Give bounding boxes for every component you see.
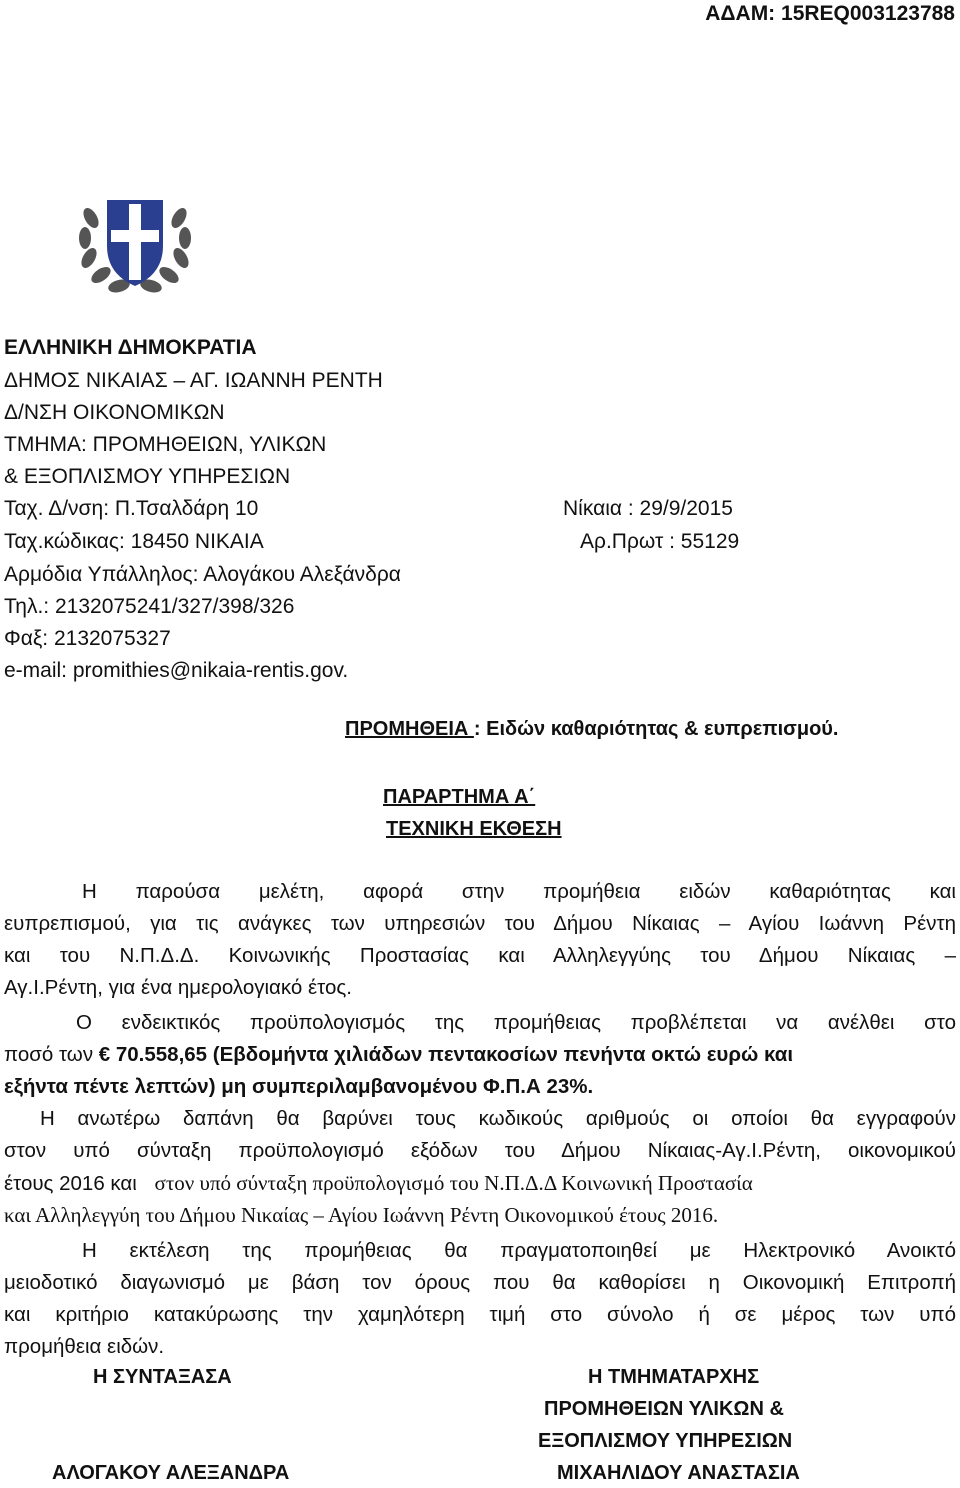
subject-text: : Ειδών καθαριότητας & ευπρεπισμού. xyxy=(473,718,839,740)
signature-left-title: Η ΣΥΝΤΑΞΑΣΑ xyxy=(93,1366,232,1388)
signature-right-title: ΕΞΟΠΛΙΣΜΟΥ ΥΠΗΡΕΣΙΩΝ xyxy=(538,1430,793,1452)
text-line: και κριτήριο κατακύρωσης την χαμηλότερη τιμή στο σύνολο ή σε μέρος των υπό xyxy=(4,1303,956,1326)
paragraph-expenditure xyxy=(4,1103,956,1231)
amount-text: € 70.558,65 (Εβδομήντα χιλιάδων πεντακοσίων πενήντα οκτώ ευρώ και xyxy=(98,1043,794,1066)
text-line: και Αλληλεγγύη του Δήμου Νικαίας – Αγίου Ιωάννη Ρέντη Οικονομικού έτους 2016. xyxy=(4,1203,719,1227)
email: e-mail: promithies@nikaia-rentis.gov. xyxy=(4,659,349,682)
text-line: προμήθεια ειδών. xyxy=(4,1335,165,1358)
text-line: εξήντα πέντε λεπτών) μη συμπεριλαμβανομένου Φ.Π.Α 23%. xyxy=(4,1075,594,1098)
text-fragment: έτους 2016 και xyxy=(4,1172,137,1195)
text-line: Ο ενδεικτικός προϋπολογισμός της προμήθειας προβλέπεται να ανέλθει στο xyxy=(76,1011,956,1034)
text-line: μειοδοτικό διαγωνισμό με βάση τον όρους που θα καθορίσει η Οικονομική Επιτροπή xyxy=(4,1271,956,1294)
header-line: ΤΜΗΜΑ: ΠΡΟΜΗΘΕΙΩΝ, ΥΛΙΚΩΝ xyxy=(4,433,327,456)
text-line: στον υπό σύνταξη προϋπολογισμό εξόδων του Δήμου Νίκαιας-Αγ.Ι.Ρέντη, οικονομικού xyxy=(4,1139,956,1162)
header-line: Δ/ΝΣΗ ΟΙΚΟΝΟΜΙΚΩΝ xyxy=(4,401,225,424)
officer: Αρμόδια Υπάλληλος: Αλογάκου Αλεξάνδρα xyxy=(4,563,401,586)
text-line: ευπρεπισμού, για τις ανάγκες των υπηρεσιών του Δήμου Νίκαιας – Αγίου Ιωάννη Ρέντη xyxy=(4,912,956,935)
document-date: Νίκαια : 29/9/2015 xyxy=(563,497,733,520)
paragraph-budget xyxy=(4,1007,956,1103)
text-line xyxy=(4,1167,956,1199)
text-line: και του Ν.Π.Δ.Δ. Κοινωνικής Προστασίας και Αλληλεγγύης του Δήμου Νίκαιας – xyxy=(4,944,956,967)
text-fragment: ποσό των xyxy=(4,1043,94,1066)
document-code: ΑΔΑΜ: 15REQ003123788 xyxy=(705,2,955,25)
signature-left-name: ΑΛΟΓΑΚΟΥ ΑΛΕΞΑΝΔΡΑ xyxy=(52,1462,290,1484)
phone: Τηλ.: 2132075241/327/398/326 xyxy=(4,595,295,618)
signature-right-title: Η ΤΜΗΜΑΤΑΡΧΗΣ xyxy=(588,1366,760,1388)
header-line: & ΕΞΟΠΛΙΣΜΟΥ ΥΠΗΡΕΣΙΩΝ xyxy=(4,465,291,488)
protocol-number: Αρ.Πρωτ : 55129 xyxy=(580,530,740,553)
signature-right-name: ΜΙΧΑΗΛΙΔΟΥ ΑΝΑΣΤΑΣΙΑ xyxy=(557,1462,800,1484)
fax: Φαξ: 2132075327 xyxy=(4,627,171,650)
postal-code: Ταχ.κώδικας: 18450 ΝΙΚΑΙΑ xyxy=(4,530,264,553)
header-line: ΔΗΜΟΣ ΝΙΚΑΙΑΣ – ΑΓ. ΙΩΑΝΝΗ ΡΕΝΤΗ xyxy=(4,369,383,392)
address: Ταχ. Δ/νση: Π.Τσαλδάρη 10 xyxy=(4,497,259,520)
signature-right-title: ΠΡΟΜΗΘΕΙΩΝ ΥΛΙΚΩΝ & xyxy=(544,1398,784,1420)
text-fragment: στον υπό σύνταξη προϋπολογισμό του Ν.Π.Δ.Δ Κοινωνική Προστασία xyxy=(154,1171,753,1195)
subject-label: ΠΡΟΜΗΘΕΙΑ xyxy=(345,718,474,740)
report-title: ΤΕΧΝΙΚΗ ΕΚΘΕΣΗ xyxy=(386,818,562,840)
text-line: Αγ.Ι.Ρέντη, για ένα ημερολογιακό έτος. xyxy=(4,976,352,999)
paragraph-procedure xyxy=(4,1235,956,1363)
text-line xyxy=(4,1039,956,1071)
paragraph-scope xyxy=(4,876,956,1004)
header-line: ΕΛΛΗΝΙΚΗ ΔΗΜΟΚΡΑΤΙΑ xyxy=(4,336,257,359)
subject-line xyxy=(345,718,838,741)
greek-coat-of-arms-emblem xyxy=(75,178,195,298)
text-line: Η παρούσα μελέτη, αφορά στην προμήθεια ειδών καθαριότητας και xyxy=(82,880,956,903)
text-line: Η ανωτέρω δαπάνη θα βαρύνει τους κωδικούς αριθμούς οι οποίοι θα εγγραφούν xyxy=(40,1107,956,1130)
text-line: Η εκτέλεση της προμήθειας θα πραγματοποιηθεί με Ηλεκτρονικό Ανοικτό xyxy=(82,1239,956,1262)
annex-title: ΠΑΡΑΡΤΗΜΑ Α΄ xyxy=(383,786,536,808)
